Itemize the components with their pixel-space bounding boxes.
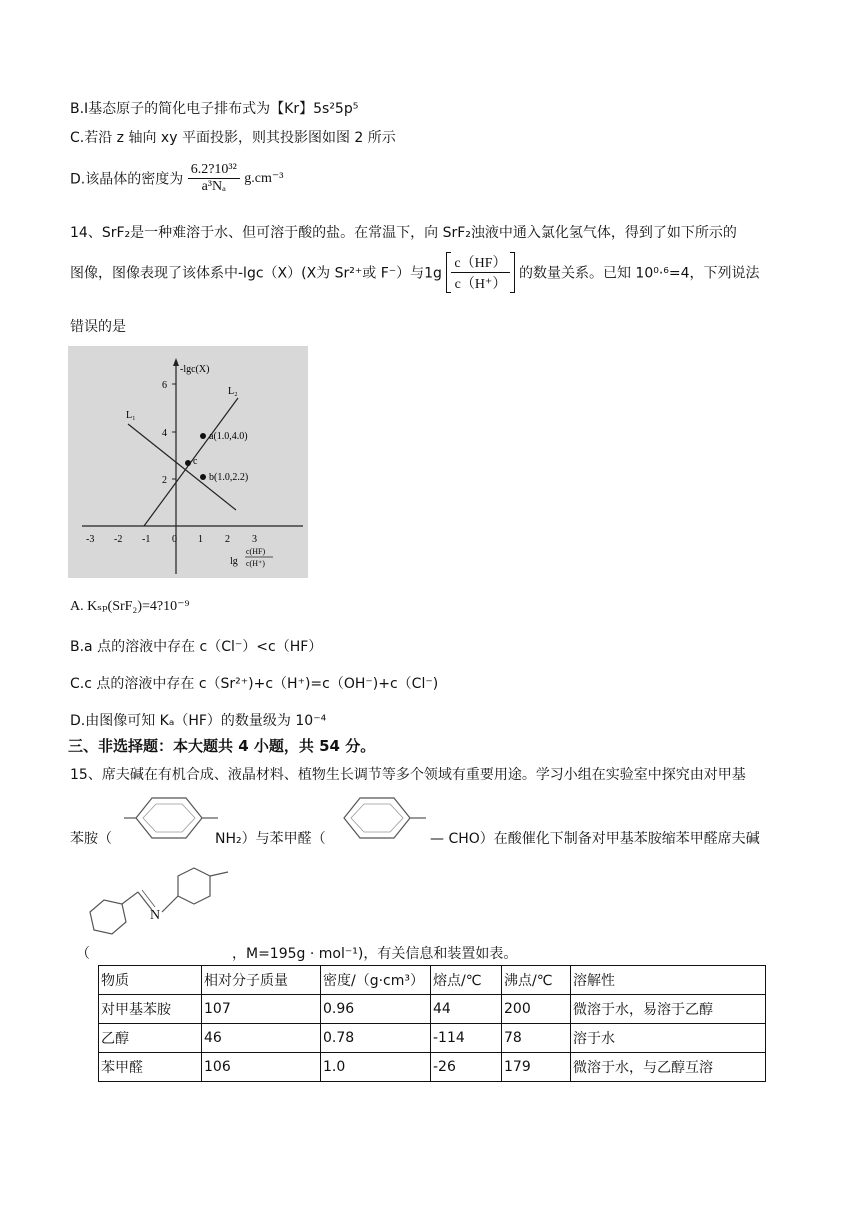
q15-line1: 15、席夫碱在有机合成、液晶材料、植物生长调节等多个领域有重要用途。学习小组在实验室中探究由对甲基 [70,767,746,783]
table-cell: 0.78 [321,1024,431,1053]
y-axis-label: -lgc(X) [180,364,210,375]
option-c-prev: C.若沿 z 轴向 xy 平面投影，则其投影图如图 2 所示 [70,130,396,146]
q14-line2-b: 的数量关系。已知 10⁰·⁶=4，下列说法 [518,265,760,282]
x-axis-label-num: c(HF) [246,547,266,556]
table-cell: 1.0 [321,1053,431,1082]
table-cell: 乙醇 [99,1024,202,1053]
x-tick-label: 1 [198,534,203,545]
q14-option-a: A. Kₛₚ(SrF₂)=4?10⁻⁹ [70,599,190,614]
l2-label: L₂ [228,386,238,397]
q14-fraction [451,252,509,293]
option-d-prefix: D.该晶体的密度为 [70,171,184,188]
table-cell: 44 [431,995,502,1024]
table-cell: 溶于水 [571,1024,766,1053]
y-tick-label: 4 [162,428,167,439]
benzaldehyde-structure [332,792,428,844]
x-tick-label: -3 [86,534,95,545]
q15-line2-a: 苯胺（ [70,831,112,847]
table-cell: 46 [202,1024,321,1053]
table-cell: 0.96 [321,995,431,1024]
y-tick-label: 2 [162,475,167,486]
x-tick-label: -1 [142,534,151,545]
section-heading: 三、非选择题：本大题共 4 小题，共 54 分。 [68,737,376,755]
table-cell: 200 [502,995,571,1024]
table-cell: 微溶于水，与乙醇互溶 [571,1053,766,1082]
table-cell: 78 [502,1024,571,1053]
density-unit: g.cm⁻³ [244,171,284,186]
q14-line1: 14、SrF₂是一种难溶于水、但可溶于酸的盐。在常温下，向 SrF₂浊液中通入氯化氢气体，得到了如下所示的 [70,225,737,241]
schiff-base-n: N [150,908,161,923]
table-header-cell: 密度/（g·cm³） [321,966,431,995]
table-cell: 106 [202,1053,321,1082]
x-tick-label: 3 [252,534,257,545]
table-header-row [99,966,766,995]
point-c [185,460,191,466]
table-cell: 107 [202,995,321,1024]
q14-line3: 错误的是 [70,319,126,335]
l1-label: L₁ [126,410,136,421]
table-header-cell: 物质 [99,966,202,995]
density-numerator: 6.2?10³² [188,162,240,179]
table-row [99,1053,766,1082]
properties-table [98,965,766,1082]
point-a-label: a(1.0,4.0) [209,431,248,442]
q15-line2-c: — CHO）在酸催化下制备对甲基苯胺缩苯甲醛席夫碱 [430,831,760,847]
table-cell: -26 [431,1053,502,1082]
table-header-cell: 熔点/℃ [431,966,502,995]
point-a [200,433,206,439]
q14-bracket [446,252,514,293]
table-header-cell: 沸点/℃ [502,966,571,995]
table-cell: 苯甲醛 [99,1053,202,1082]
point-c-label: c [193,456,198,467]
x-tick-label: 0 [172,534,177,545]
q15-line2-b: NH₂）与苯甲醛（ [215,831,326,847]
option-d-prev [70,162,283,195]
q15-line3-b: ，M=195g · mol⁻¹)，有关信息和装置如表。 [232,946,518,962]
q14-frac-num: c（HF） [451,252,509,273]
point-b [200,474,206,480]
q14-graph [68,346,308,578]
table-cell: 对甲基苯胺 [99,995,202,1024]
x-axis-label-prefix: lg [230,556,238,567]
table-cell: 179 [502,1053,571,1082]
q14-option-c: C.c 点的溶液中存在 c（Sr²⁺)+c（H⁺)=c（OH⁻)+c（Cl⁻) [70,676,439,692]
y-tick-label: 6 [162,380,167,391]
p-toluidine-structure [122,792,222,844]
x-tick-label: 2 [225,534,230,545]
q14-line2 [70,252,760,293]
density-fraction [188,162,240,195]
table-header-cell: 溶解性 [571,966,766,995]
option-b-prev: B.I基态原子的简化电子排布式为【Kr】5s²5p⁵ [70,101,359,117]
q14-option-d: D.由图像可知 Kₐ（HF）的数量级为 10⁻⁴ [70,713,327,729]
table-header-cell: 相对分子质量 [202,966,321,995]
x-tick-label: -2 [114,534,123,545]
y-axis-arrow-icon [173,358,179,366]
q14-frac-den: c（H⁺） [454,277,507,292]
density-denominator: a³Nₐ [201,179,226,194]
table-cell: -114 [431,1024,502,1053]
graph-svg [68,346,308,578]
q15-line3-a: （ [76,946,90,962]
schiff-base-structure [82,864,242,954]
q14-option-b: B.a 点的溶液中存在 c（Cl⁻）<c（HF） [70,639,323,655]
q14-line2-a: 图像，图像表现了该体系中-lgc（X）(X为 Sr²⁺或 F⁻）与1g [70,265,442,282]
table-row [99,995,766,1024]
table-row [99,1024,766,1053]
line-l2 [144,398,238,526]
x-axis-label-den: c(H⁺) [246,559,265,568]
point-b-label: b(1.0,2.2) [209,472,249,483]
table-cell: 微溶于水，易溶于乙醇 [571,995,766,1024]
